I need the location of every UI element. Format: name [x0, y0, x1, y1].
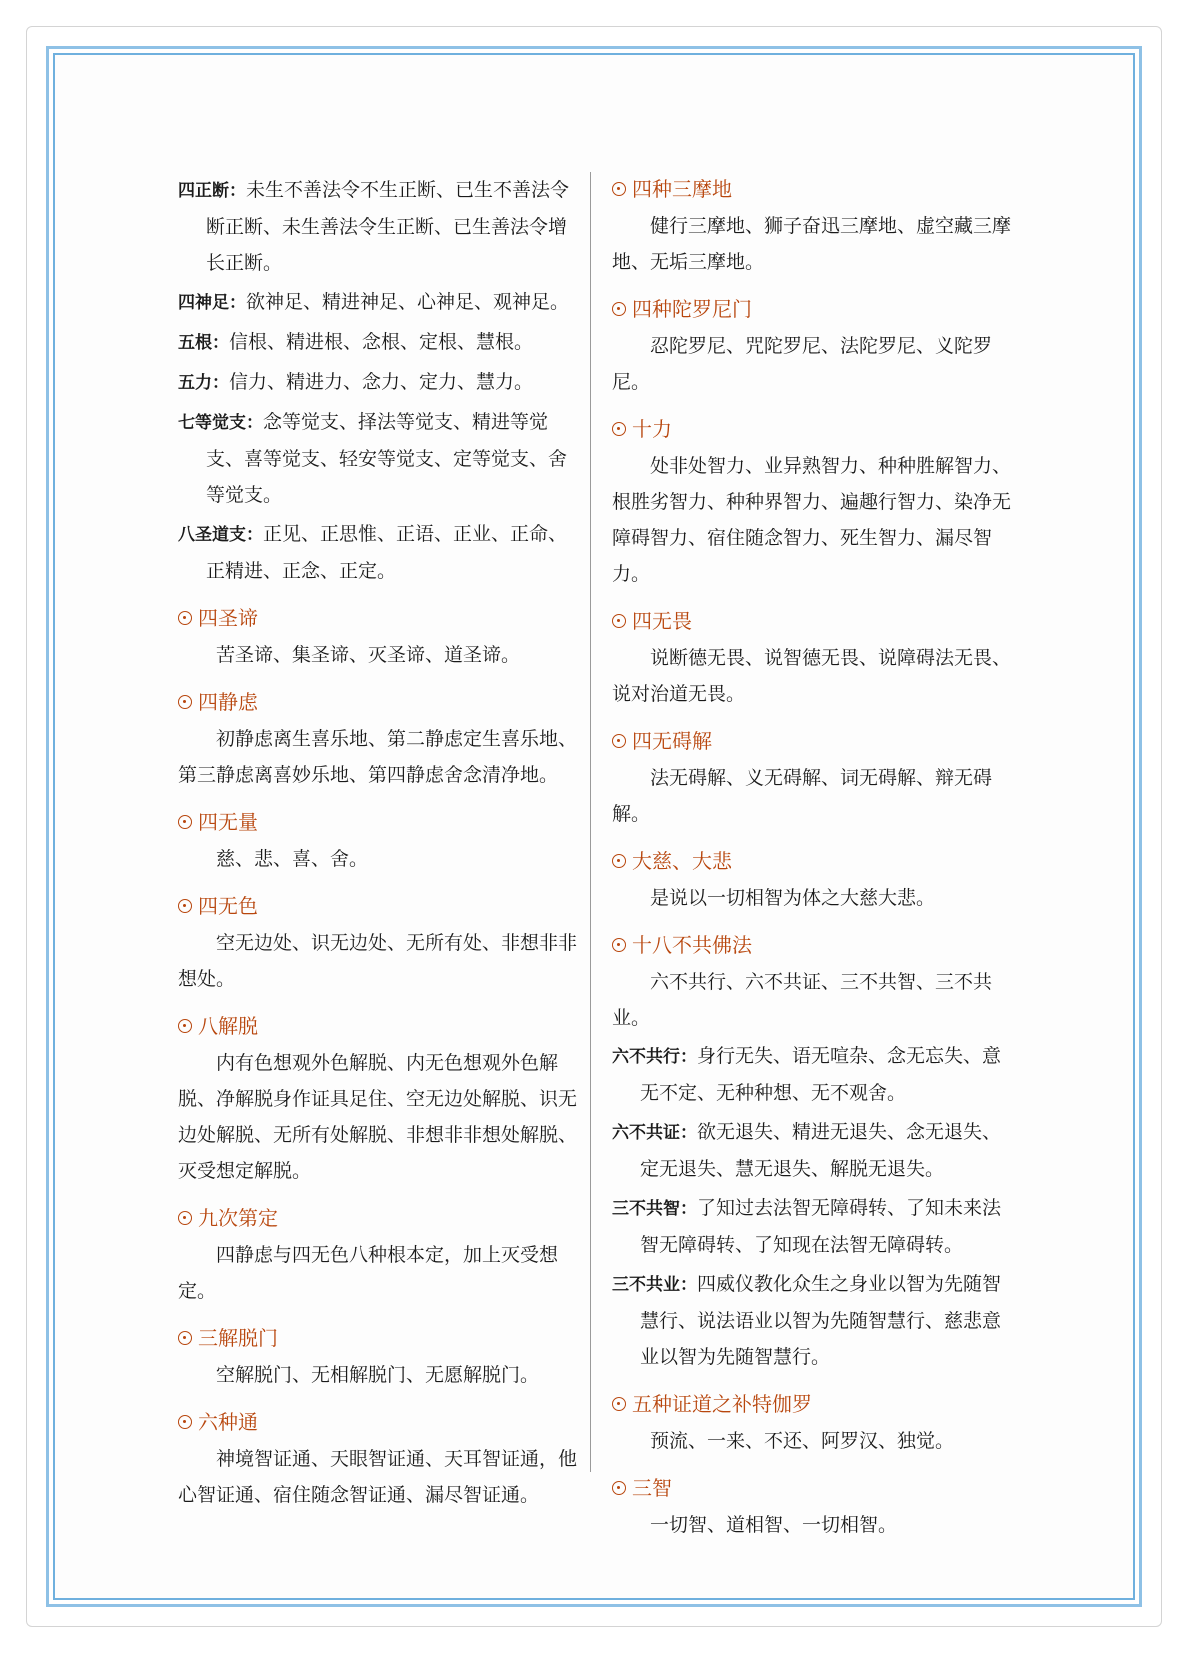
circled-dot-icon [178, 899, 192, 913]
section-body: 健行三摩地、狮子奋迅三摩地、虚空藏三摩地、无垢三摩地。 [612, 215, 1012, 273]
section-body: 神境智证通、天眼智证通、天耳智证通，他心智证通、宿住随念智证通、漏尽智证通。 [178, 1448, 578, 1506]
section-heading: 八解脱 [178, 1009, 578, 1043]
term-entry: 三不共智：了知过去法智无障碍转、了知未来法智无障碍转、了知现在法智无障碍转。 [612, 1197, 1002, 1256]
term-entry: 六不共行：身行无失、语无喧杂、念无忘失、意无不定、无种种想、无不观舍。 [612, 1045, 1002, 1104]
section-heading: 大慈、大悲 [612, 844, 1012, 878]
term-text: 身行无失、语无喧杂、念无忘失、意无不定、无种种想、无不观舍。 [640, 1045, 1002, 1104]
section-body: 空解脱门、无相解脱门、无愿解脱门。 [216, 1364, 540, 1386]
term-entry: 六不共证：欲无退失、精进无退失、念无退失、定无退失、慧无退失、解脱无退失。 [612, 1121, 1002, 1180]
term-entry: 五根：信根、精进根、念根、定根、慧根。 [178, 331, 534, 353]
term-text: 四威仪教化众生之身业以智为先随智慧行、说法语业以智为先随智慧行、慈悲意业以智为先随智慧行。 [640, 1273, 1002, 1368]
section-body: 说断德无畏、说智德无畏、说障碍法无畏、说对治道无畏。 [612, 647, 1012, 705]
term-entry: 四正断：未生不善法令不生正断、已生不善法令断正断、未生善法令生正断、已生善法令增长正断。 [178, 179, 570, 274]
section-heading: 四无量 [178, 805, 578, 839]
term-label: 六不共行 [612, 1047, 680, 1067]
term-label: 五根 [178, 333, 212, 353]
section-body: 是说以一切相智为体之大慈大悲。 [650, 887, 936, 909]
term-text: 信力、精进力、念力、定力、慧力。 [229, 371, 534, 393]
term-label: 四正断 [178, 181, 229, 201]
section-heading: 四无色 [178, 889, 578, 923]
section-body: 苦圣谛、集圣谛、灭圣谛、道圣谛。 [216, 644, 521, 666]
section-body: 六不共行、六不共证、三不共智、三不共业。 [612, 971, 993, 1029]
section-heading: 四无畏 [612, 604, 1012, 638]
column-divider [590, 172, 591, 1472]
section-body: 内有色想观外色解脱、内无色想观外色解脱、净解脱身作证具足住、空无边处解脱、识无边处解脱、无所有处解脱、非想非非想处解脱、灭受想定解脱。 [178, 1052, 578, 1182]
section-heading: 五种证道之补特伽罗 [612, 1387, 1012, 1421]
section-heading: 十力 [612, 412, 1012, 446]
term-entry: 八圣道支：正见、正思惟、正语、正业、正命、正精进、正念、正定。 [178, 523, 568, 582]
section-body: 法无碍解、义无碍解、词无碍解、辩无碍解。 [612, 767, 993, 825]
section-heading: 三解脱门 [178, 1321, 578, 1355]
section-body: 处非处智力、业异熟智力、种种胜解智力、根胜劣智力、种种界智力、遍趣行智力、染净无障碍智力、宿住随念智力、死生智力、漏尽智力。 [612, 455, 1012, 585]
term-label: 六不共证 [612, 1123, 680, 1143]
term-text: 正见、正思惟、正语、正业、正命、正精进、正念、正定。 [206, 523, 568, 582]
circled-dot-icon [612, 1481, 626, 1495]
term-text: 未生不善法令不生正断、已生不善法令断正断、未生善法令生正断、已生善法令增长正断。 [206, 179, 570, 274]
circled-dot-icon [612, 734, 626, 748]
section-heading: 十八不共佛法 [612, 928, 1012, 962]
section-heading: 四静虑 [178, 685, 578, 719]
circled-dot-icon [612, 938, 626, 952]
circled-dot-icon [612, 614, 626, 628]
circled-dot-icon [612, 1397, 626, 1411]
circled-dot-icon [178, 695, 192, 709]
term-text: 欲神足、精进神足、心神足、观神足。 [246, 291, 570, 313]
circled-dot-icon [178, 1415, 192, 1429]
term-label: 四神足 [178, 293, 229, 313]
section-body: 四静虑与四无色八种根本定，加上灭受想定。 [178, 1244, 559, 1302]
circled-dot-icon [178, 1019, 192, 1033]
section-heading: 四种三摩地 [612, 172, 1012, 206]
circled-dot-icon [178, 611, 192, 625]
circled-dot-icon [612, 854, 626, 868]
term-text: 欲无退失、精进无退失、念无退失、定无退失、慧无退失、解脱无退失。 [640, 1121, 1002, 1180]
circled-dot-icon [612, 182, 626, 196]
term-entry: 三不共业：四威仪教化众生之身业以智为先随智慧行、说法语业以智为先随智慧行、慈悲意业以智为先随智慧行。 [612, 1273, 1002, 1368]
circled-dot-icon [612, 302, 626, 316]
term-text: 了知过去法智无障碍转、了知未来法智无障碍转、了知现在法智无障碍转。 [640, 1197, 1002, 1256]
section-heading: 四无碍解 [612, 724, 1012, 758]
section-heading: 三智 [612, 1471, 1012, 1505]
section-body: 忍陀罗尼、咒陀罗尼、法陀罗尼、义陀罗尼。 [612, 335, 993, 393]
circled-dot-icon [178, 1211, 192, 1225]
term-label: 八圣道支 [178, 525, 246, 545]
section-body: 慈、悲、喜、舍。 [216, 848, 369, 870]
term-entry: 七等觉支：念等觉支、择法等觉支、精进等觉支、喜等觉支、轻安等觉支、定等觉支、舍等觉支。 [178, 411, 568, 506]
circled-dot-icon [178, 1331, 192, 1345]
term-label: 三不共智 [612, 1199, 680, 1219]
term-text: 念等觉支、择法等觉支、精进等觉支、喜等觉支、轻安等觉支、定等觉支、舍等觉支。 [206, 411, 568, 506]
term-label: 五力 [178, 373, 212, 393]
section-heading: 四圣谛 [178, 601, 578, 635]
circled-dot-icon [612, 422, 626, 436]
term-label: 三不共业 [612, 1275, 680, 1295]
term-entry: 四神足：欲神足、精进神足、心神足、观神足。 [178, 291, 570, 313]
term-entry: 五力：信力、精进力、念力、定力、慧力。 [178, 371, 534, 393]
circled-dot-icon [178, 815, 192, 829]
right-column [612, 172, 1012, 1545]
section-body: 空无边处、识无边处、无所有处、非想非非想处。 [178, 932, 578, 990]
section-heading: 六种通 [178, 1405, 578, 1439]
term-text: 信根、精进根、念根、定根、慧根。 [229, 331, 534, 353]
left-column [178, 172, 578, 1515]
term-label: 七等觉支 [178, 413, 246, 433]
section-heading: 四种陀罗尼门 [612, 292, 1012, 326]
section-body: 一切智、道相智、一切相智。 [650, 1514, 898, 1536]
section-body: 预流、一来、不还、阿罗汉、独觉。 [650, 1430, 955, 1452]
section-body: 初静虑离生喜乐地、第二静虑定生喜乐地、第三静虑离喜妙乐地、第四静虑舍念清净地。 [178, 728, 578, 786]
section-heading: 九次第定 [178, 1201, 578, 1235]
